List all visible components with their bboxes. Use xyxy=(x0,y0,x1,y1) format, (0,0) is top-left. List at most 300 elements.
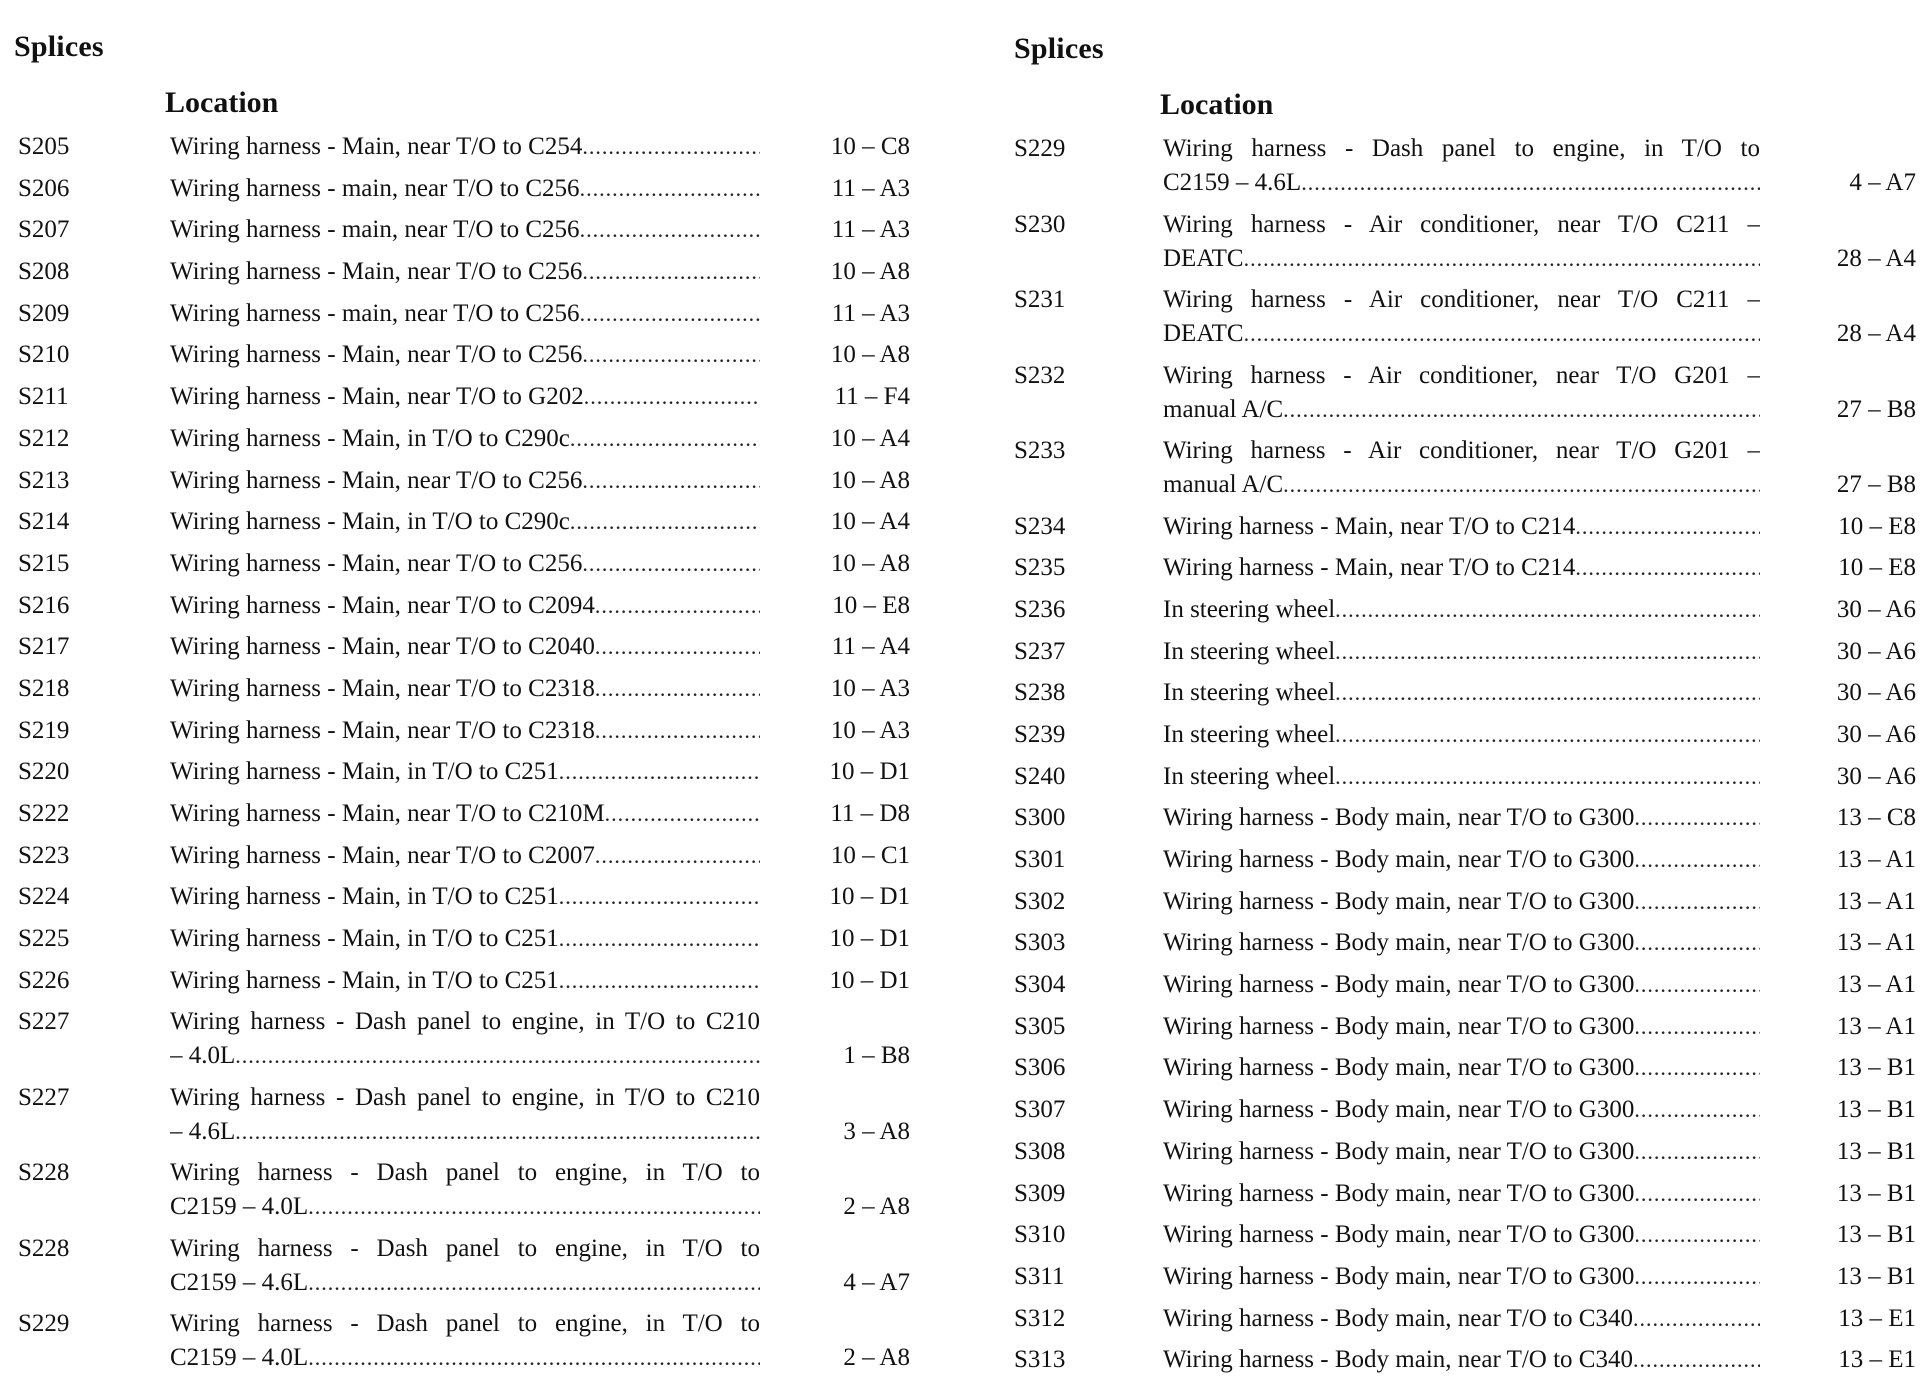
splice-location xyxy=(170,505,760,539)
splice-row xyxy=(0,255,920,297)
location-text: Wiring harness - Body main, near T/O to C340 xyxy=(1163,1304,1633,1332)
splice-row xyxy=(0,755,920,797)
splice-id: S214 xyxy=(18,508,70,536)
location-text: Wiring harness - Main, near T/O to C256 xyxy=(170,341,583,369)
splice-location xyxy=(170,1307,760,1375)
page-grid-reference: 13 – A1 xyxy=(1836,971,1916,999)
dot-leader xyxy=(582,259,760,284)
splice-id: S228 xyxy=(18,1159,70,1187)
splice-location xyxy=(1163,718,1760,752)
splice-location xyxy=(170,964,760,998)
splice-row xyxy=(0,464,920,506)
page-grid-reference: 11 – F4 xyxy=(834,383,910,411)
location-text: Wiring harness - main, near T/O to C256 xyxy=(170,216,580,244)
dot-leader xyxy=(1634,889,1760,914)
splice-id: S215 xyxy=(18,549,70,577)
splice-row xyxy=(0,1232,920,1308)
splice-id: S307 xyxy=(1014,1096,1066,1124)
page-grid-reference: 13 – B1 xyxy=(1836,1262,1916,1290)
page-grid-reference: 10 – D1 xyxy=(829,966,910,994)
location-text: In steering wheel xyxy=(1163,720,1336,748)
page-grid-reference: 13 – E1 xyxy=(1838,1346,1916,1374)
dot-leader xyxy=(1335,597,1760,622)
location-text: Wiring harness - Main, near T/O to C2318 xyxy=(170,716,595,744)
dot-leader xyxy=(1633,1347,1760,1372)
page-grid-reference: 10 – A4 xyxy=(830,508,910,536)
splice-id: S305 xyxy=(1014,1012,1066,1040)
splice-id: S219 xyxy=(18,716,70,744)
location-text: Wiring harness - Main, near T/O to C214 xyxy=(1163,512,1576,540)
location-text: Wiring harness - Body main, near T/O to G300 xyxy=(1163,929,1635,957)
dot-leader xyxy=(1634,805,1760,830)
splice-row xyxy=(0,964,920,1006)
splice-location xyxy=(1163,551,1760,585)
location-text: Wiring harness - Body main, near T/O to G300 xyxy=(1163,1262,1635,1290)
dot-leader xyxy=(1335,764,1760,789)
splice-row xyxy=(0,630,920,672)
page-grid-reference: 2 – A8 xyxy=(843,1344,910,1372)
splice-row xyxy=(1008,1260,1920,1302)
page-grid-reference: 13 – B1 xyxy=(1836,1096,1916,1124)
splice-location xyxy=(170,172,760,206)
splice-id: S233 xyxy=(1014,437,1066,464)
location-text: Wiring harness - Dash panel to engine, in T/O to C210 xyxy=(170,1083,760,1111)
splice-id: S216 xyxy=(18,591,70,619)
splice-id: S223 xyxy=(18,841,70,869)
page-grid-reference: 30 – A6 xyxy=(1836,679,1916,707)
page-grid-reference: 13 – B1 xyxy=(1836,1221,1916,1249)
location-text: In steering wheel xyxy=(1163,762,1336,790)
page-grid-reference: 10 – D1 xyxy=(829,758,910,786)
splice-location xyxy=(1163,1051,1760,1085)
splice-row xyxy=(1008,551,1920,593)
location-text: Wiring harness - Dash panel to engine, in T/O to xyxy=(170,1159,760,1187)
splice-id: S234 xyxy=(1014,512,1066,540)
splice-location xyxy=(1163,359,1760,427)
splice-row xyxy=(0,880,920,922)
splice-location xyxy=(1163,1302,1760,1336)
splice-row xyxy=(0,505,920,547)
splice-row xyxy=(1008,593,1920,635)
page-grid-reference: 10 – C8 xyxy=(830,133,910,160)
page-grid-reference: 10 – A3 xyxy=(830,716,910,744)
right-column xyxy=(1008,0,1920,1392)
splice-row xyxy=(1008,801,1920,843)
location-text: In steering wheel xyxy=(1163,637,1336,665)
splice-location xyxy=(170,547,760,581)
splice-row xyxy=(0,1156,920,1232)
splice-location xyxy=(1163,283,1760,351)
location-text: Wiring harness - Main, near T/O to C254 xyxy=(170,133,583,160)
dot-leader xyxy=(1335,680,1760,705)
splice-id: S311 xyxy=(1014,1262,1065,1290)
location-text: manual A/C xyxy=(1163,395,1284,423)
splice-id: S302 xyxy=(1014,887,1066,915)
dot-leader xyxy=(595,593,760,618)
splice-location xyxy=(1163,1218,1760,1252)
location-text: C2159 – 4.0L xyxy=(170,1344,309,1372)
page-grid-reference: 2 – A8 xyxy=(843,1193,910,1221)
page-grid-reference: 13 – B1 xyxy=(1836,1179,1916,1207)
dot-leader xyxy=(595,634,760,659)
splice-row xyxy=(0,672,920,714)
location-text: C2159 – 4.0L xyxy=(170,1193,309,1221)
dot-leader xyxy=(308,1194,760,1219)
location-text: Wiring harness - Dash panel to engine, in T/O to C210 xyxy=(170,1008,760,1036)
splice-row xyxy=(1008,968,1920,1010)
splice-location xyxy=(1163,635,1760,669)
splice-location xyxy=(170,130,760,164)
splice-row xyxy=(0,922,920,964)
splice-id: S312 xyxy=(1014,1304,1066,1332)
page-grid-reference: 10 – A4 xyxy=(830,424,910,452)
page-grid-reference: 10 – A8 xyxy=(830,258,910,286)
page-grid-reference: 30 – A6 xyxy=(1836,762,1916,790)
splice-id: S300 xyxy=(1014,804,1066,832)
splice-row xyxy=(0,130,920,172)
splice-location xyxy=(1163,801,1760,835)
location-text: Wiring harness - Main, near T/O to C2007 xyxy=(170,841,595,869)
location-text: Wiring harness - Main, in T/O to C251 xyxy=(170,966,559,994)
location-text: Wiring harness - Main, near T/O to C256 xyxy=(170,466,583,494)
dot-leader xyxy=(1283,472,1760,497)
dot-leader xyxy=(235,1119,760,1144)
splice-row xyxy=(1008,510,1920,552)
splice-row xyxy=(1008,359,1920,435)
splice-row xyxy=(1008,434,1920,510)
dot-leader xyxy=(605,801,760,826)
page-grid-reference: 13 – C8 xyxy=(1836,804,1916,832)
splice-id: S237 xyxy=(1014,637,1066,665)
dot-leader xyxy=(559,968,760,993)
location-text: Wiring harness - Air conditioner, near T/O G201 – xyxy=(1163,437,1760,464)
dot-leader xyxy=(570,426,760,451)
dot-leader xyxy=(1575,555,1760,580)
location-text: Wiring harness - Body main, near T/O to G300 xyxy=(1163,971,1635,999)
splice-location xyxy=(1163,1093,1760,1127)
splice-location xyxy=(170,1081,760,1149)
page-grid-reference: 10 – E8 xyxy=(1838,554,1916,582)
splice-location xyxy=(170,839,760,873)
location-text: DEATC xyxy=(1163,320,1244,347)
splice-location xyxy=(1163,132,1760,200)
page-grid-reference: 4 – A7 xyxy=(843,1268,910,1296)
splice-row xyxy=(0,338,920,380)
splice-id: S206 xyxy=(18,174,70,202)
location-text: Wiring harness - Body main, near T/O to G300 xyxy=(1163,1137,1635,1165)
splice-row xyxy=(0,1081,920,1157)
dot-leader xyxy=(580,301,760,326)
location-text: Wiring harness - Main, near T/O to C214 xyxy=(1163,554,1576,582)
location-text: Wiring harness - Main, in T/O to C251 xyxy=(170,758,559,786)
splice-id: S301 xyxy=(1014,846,1066,873)
splice-id: S225 xyxy=(18,925,70,953)
splice-location xyxy=(1163,1343,1760,1377)
location-text: Wiring harness - Body main, near T/O to G300 xyxy=(1163,1012,1635,1040)
dot-leader xyxy=(1301,170,1760,195)
splice-row xyxy=(0,797,920,839)
location-text: Wiring harness - Main, near T/O to C2094 xyxy=(170,591,595,619)
location-text: Wiring harness - Main, near T/O to C2318 xyxy=(170,674,595,702)
splice-id: S304 xyxy=(1014,971,1066,999)
splice-id: S224 xyxy=(18,883,70,911)
splice-id: S231 xyxy=(1014,286,1066,313)
splice-row xyxy=(1008,1051,1920,1093)
dot-leader xyxy=(570,509,760,534)
page-grid-reference: 10 – E8 xyxy=(832,591,910,619)
dot-leader xyxy=(1633,1306,1760,1331)
page-grid-reference: 10 – E8 xyxy=(1838,512,1916,540)
location-text: – 4.0L xyxy=(170,1042,236,1070)
splice-id: S310 xyxy=(1014,1221,1066,1249)
page-grid-reference: 13 – A1 xyxy=(1836,887,1916,915)
splice-row xyxy=(1008,1010,1920,1052)
page-grid-reference: 10 – C1 xyxy=(830,841,910,869)
location-text: Wiring harness - Main, in T/O to C290c xyxy=(170,424,570,452)
page-grid-reference: 30 – A6 xyxy=(1836,720,1916,748)
splice-location xyxy=(1163,510,1760,544)
splice-id: S226 xyxy=(18,966,70,994)
location-column-header: Location xyxy=(165,86,279,119)
page-grid-reference: 1 – B8 xyxy=(843,1042,910,1070)
splice-row xyxy=(1008,1177,1920,1219)
dot-leader xyxy=(1634,930,1760,955)
splice-row xyxy=(1008,635,1920,677)
page-grid-reference: 10 – A8 xyxy=(830,549,910,577)
section-heading: Splices xyxy=(14,30,104,63)
splice-location xyxy=(1163,968,1760,1002)
splice-id: S308 xyxy=(1014,1137,1066,1165)
location-text: Wiring harness - Dash panel to engine, in T/O to xyxy=(170,1310,760,1338)
dot-leader xyxy=(1244,246,1760,271)
splice-location xyxy=(1163,760,1760,794)
splice-location xyxy=(170,1156,760,1224)
splice-location xyxy=(1163,1010,1760,1044)
splice-id: S205 xyxy=(18,133,70,160)
page-grid-reference: 10 – D1 xyxy=(829,925,910,953)
page-grid-reference: 13 – E1 xyxy=(1838,1304,1916,1332)
splice-row xyxy=(1008,132,1920,208)
page-grid-reference: 3 – A8 xyxy=(843,1117,910,1145)
splice-location xyxy=(1163,885,1760,919)
splice-location xyxy=(1163,208,1760,276)
location-text: Wiring harness - Body main, near T/O to C340 xyxy=(1163,1346,1633,1374)
splice-id: S227 xyxy=(18,1083,70,1111)
splice-id: S232 xyxy=(1014,361,1066,389)
splice-location xyxy=(170,714,760,748)
location-text: Wiring harness - Main, near T/O to G202 xyxy=(170,383,584,411)
splice-id: S229 xyxy=(18,1310,70,1338)
dot-leader xyxy=(595,843,760,868)
splice-row xyxy=(1008,885,1920,927)
location-text: Wiring harness - Main, near T/O to C210M xyxy=(170,800,605,827)
dot-leader xyxy=(595,676,760,701)
splice-location xyxy=(1163,1260,1760,1294)
splice-row xyxy=(0,839,920,881)
splice-id: S220 xyxy=(18,758,70,786)
splice-id: S313 xyxy=(1014,1346,1066,1374)
page-grid-reference: 13 – B1 xyxy=(1836,1054,1916,1082)
splice-row xyxy=(1008,676,1920,718)
splice-row xyxy=(1008,1218,1920,1260)
splice-id: S240 xyxy=(1014,762,1066,790)
splice-location xyxy=(170,213,760,247)
dot-leader xyxy=(1634,972,1760,997)
splice-row xyxy=(0,1307,920,1383)
splice-id: S229 xyxy=(1014,135,1066,162)
dot-leader xyxy=(1634,1139,1760,1164)
splice-location xyxy=(1163,1177,1760,1211)
splice-row xyxy=(0,380,920,422)
splice-location xyxy=(1163,926,1760,960)
dot-leader xyxy=(308,1345,760,1370)
location-text: DEATC xyxy=(1163,244,1244,272)
splice-row xyxy=(0,422,920,464)
location-text: Wiring harness - Main, in T/O to C251 xyxy=(170,925,559,953)
splice-location xyxy=(1163,434,1760,502)
location-text: C2159 – 4.6L xyxy=(1163,169,1302,196)
splice-row xyxy=(0,213,920,255)
splice-row xyxy=(1008,283,1920,359)
page-grid-reference: 10 – D1 xyxy=(829,883,910,911)
splice-location xyxy=(170,880,760,914)
splice-location xyxy=(1163,593,1760,627)
splice-id: S239 xyxy=(1014,720,1066,748)
page-grid-reference: 10 – A8 xyxy=(830,341,910,369)
dot-leader xyxy=(1634,1014,1760,1039)
splice-location xyxy=(1163,676,1760,710)
location-text: Wiring harness - Dash panel to engine, in T/O to xyxy=(170,1234,760,1262)
location-text: Wiring harness - Body main, near T/O to G300 xyxy=(1163,1096,1635,1124)
splice-row xyxy=(1008,1302,1920,1344)
splice-location xyxy=(170,589,760,623)
splice-location xyxy=(170,422,760,456)
dot-leader xyxy=(1634,1097,1760,1122)
splice-location xyxy=(170,338,760,372)
location-text: In steering wheel xyxy=(1163,679,1336,707)
location-text: Wiring harness - Main, in T/O to C290c xyxy=(170,508,570,536)
splice-id: S218 xyxy=(18,674,70,702)
page-grid-reference: 11 – D8 xyxy=(830,800,910,827)
location-text: Wiring harness - Air conditioner, near T/O C211 – xyxy=(1163,210,1760,238)
dot-leader xyxy=(595,718,760,743)
page-grid-reference: 11 – A3 xyxy=(831,299,910,327)
dot-leader xyxy=(1575,514,1760,539)
dot-leader xyxy=(1335,639,1760,664)
left-column xyxy=(0,0,920,1392)
location-text: Wiring harness - Main, in T/O to C251 xyxy=(170,883,559,911)
page-grid-reference: 13 – A1 xyxy=(1836,929,1916,957)
page-grid-reference: 4 – A7 xyxy=(1849,169,1916,196)
splice-id: S213 xyxy=(18,466,70,494)
splice-location xyxy=(170,255,760,289)
location-text: Wiring harness - Body main, near T/O to G300 xyxy=(1163,887,1635,915)
page-grid-reference: 28 – A4 xyxy=(1836,320,1916,347)
page-grid-reference: 10 – A8 xyxy=(830,466,910,494)
section-heading: Splices xyxy=(1014,32,1104,65)
dot-leader xyxy=(580,217,760,242)
dot-leader xyxy=(1634,1181,1760,1206)
splice-id: S227 xyxy=(18,1008,70,1036)
splice-row xyxy=(0,547,920,589)
splice-location xyxy=(1163,843,1760,877)
location-text: Wiring harness - main, near T/O to C256 xyxy=(170,174,580,202)
dot-leader xyxy=(582,134,760,159)
page-grid-reference: 30 – A6 xyxy=(1836,595,1916,623)
page-grid-reference: 11 – A3 xyxy=(831,216,910,244)
dot-leader xyxy=(235,1043,760,1068)
splice-id: S212 xyxy=(18,424,70,452)
splice-location xyxy=(170,380,760,414)
dot-leader xyxy=(584,384,760,409)
splice-id: S207 xyxy=(18,216,70,244)
splice-row xyxy=(1008,926,1920,968)
splice-id: S209 xyxy=(18,299,70,327)
location-text: Wiring harness - Air conditioner, near T/O G201 – xyxy=(1163,361,1760,389)
dot-leader xyxy=(1634,1055,1760,1080)
location-text: Wiring harness - main, near T/O to C256 xyxy=(170,299,580,327)
splice-list xyxy=(1008,132,1920,1385)
splice-row xyxy=(0,589,920,631)
page-grid-reference: 27 – B8 xyxy=(1836,395,1916,423)
splice-id: S309 xyxy=(1014,1179,1066,1207)
splice-row xyxy=(0,714,920,756)
splice-id: S236 xyxy=(1014,595,1066,623)
splice-id: S238 xyxy=(1014,679,1066,707)
splice-id: S217 xyxy=(18,633,70,661)
splice-id: S306 xyxy=(1014,1054,1066,1082)
dot-leader xyxy=(1634,1264,1760,1289)
dot-leader xyxy=(580,176,760,201)
dot-leader xyxy=(582,468,760,493)
dot-leader xyxy=(1283,397,1760,422)
location-text: Wiring harness - Body main, near T/O to G300 xyxy=(1163,1054,1635,1082)
splice-location xyxy=(170,755,760,789)
location-text: In steering wheel xyxy=(1163,595,1336,623)
splice-location xyxy=(170,464,760,498)
dot-leader xyxy=(559,926,760,951)
location-column-header: Location xyxy=(1160,88,1274,121)
splice-id: S303 xyxy=(1014,929,1066,957)
page-grid-reference: 11 – A4 xyxy=(831,633,910,661)
splice-location xyxy=(170,1232,760,1300)
splice-id: S211 xyxy=(18,383,69,411)
page-grid-reference: 13 – A1 xyxy=(1836,1012,1916,1040)
splice-row xyxy=(1008,843,1920,885)
dot-leader xyxy=(559,884,760,909)
dot-leader xyxy=(559,759,760,784)
splice-location xyxy=(170,922,760,956)
dot-leader xyxy=(1244,321,1760,346)
page-grid-reference: 30 – A6 xyxy=(1836,637,1916,665)
dot-leader xyxy=(1634,1222,1760,1247)
splice-id: S228 xyxy=(18,1234,70,1262)
page-grid-reference: 27 – B8 xyxy=(1836,471,1916,498)
splice-location xyxy=(170,297,760,331)
splice-list xyxy=(0,130,920,1383)
splice-location xyxy=(1163,1135,1760,1169)
location-text: Wiring harness - Body main, near T/O to G300 xyxy=(1163,846,1635,873)
dot-leader xyxy=(1634,847,1760,872)
location-text: manual A/C xyxy=(1163,471,1284,498)
page-grid-reference: 11 – A3 xyxy=(831,174,910,202)
splice-id: S222 xyxy=(18,800,70,827)
location-text: Wiring harness - Body main, near T/O to G300 xyxy=(1163,1221,1635,1249)
splice-id: S230 xyxy=(1014,210,1066,238)
splice-row xyxy=(0,1005,920,1081)
dot-leader xyxy=(582,551,760,576)
location-text: Wiring harness - Air conditioner, near T/O C211 – xyxy=(1163,286,1760,313)
